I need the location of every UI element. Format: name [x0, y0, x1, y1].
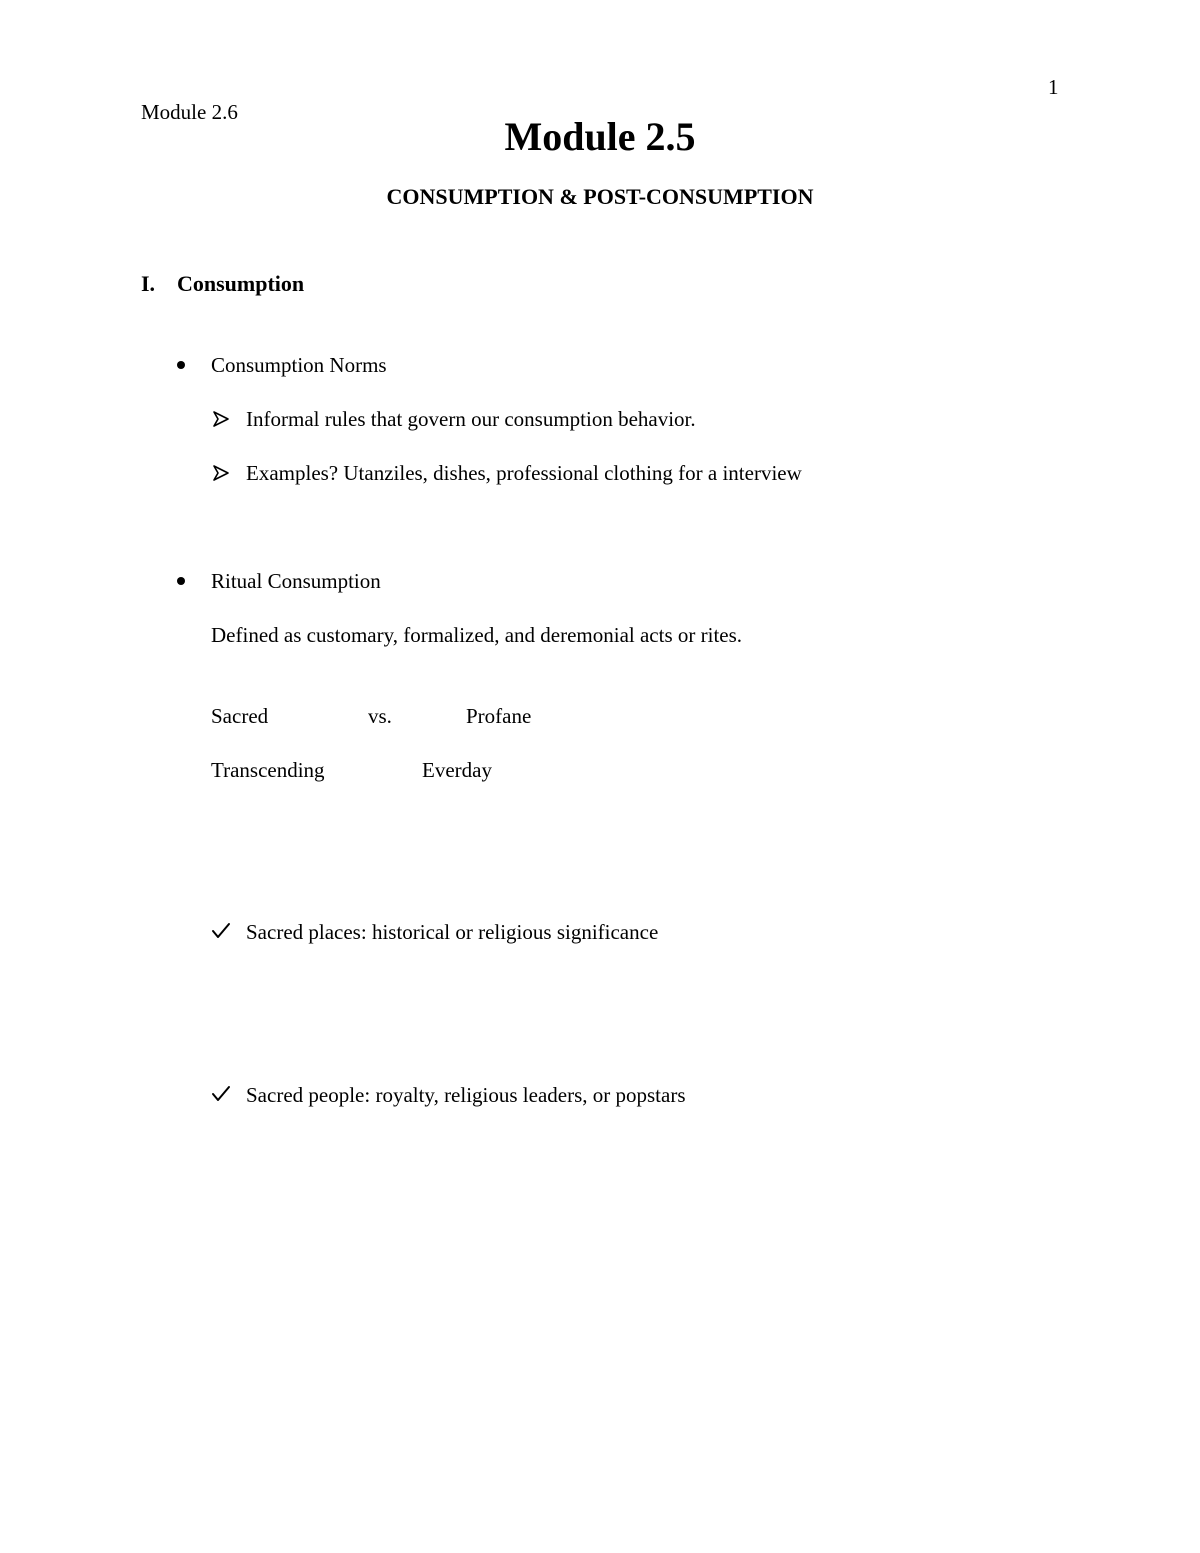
profane-label: Profane [466, 704, 532, 728]
ritual-definition: Defined as customary, formalized, and deremonial acts or rites. [211, 623, 743, 647]
transcending-label: Transcending [211, 758, 325, 782]
norms-item-2: Examples? Utanziles, dishes, professional clothing for a interview [246, 461, 802, 485]
versus-label: vs. [368, 704, 392, 728]
section-title: Consumption [177, 271, 305, 296]
section-number: I. [141, 271, 156, 296]
everday-label: Everday [422, 758, 492, 782]
bullet-icon [177, 577, 185, 585]
arrow-bullet-icon [211, 409, 231, 429]
page-number: 1 [1048, 75, 1059, 99]
bullet-icon [177, 361, 185, 369]
arrow-bullet-icon [211, 463, 231, 483]
norms-item-1: Informal rules that govern our consumption behavior. [246, 407, 696, 431]
bullet-consumption-norms: Consumption Norms [211, 353, 387, 377]
sacred-label: Sacred [211, 704, 269, 728]
bullet-ritual-consumption: Ritual Consumption [211, 569, 381, 593]
document-subtitle: CONSUMPTION & POST-CONSUMPTION [386, 184, 814, 209]
sacred-places-item: Sacred places: historical or religious significance [246, 920, 659, 944]
checkmark-icon [211, 921, 231, 941]
document-title: Module 2.5 [504, 114, 696, 159]
running-head: Module 2.6 [141, 100, 238, 124]
sacred-people-item: Sacred people: royalty, religious leaders, or popstars [246, 1083, 686, 1107]
checkmark-icon [211, 1084, 231, 1104]
